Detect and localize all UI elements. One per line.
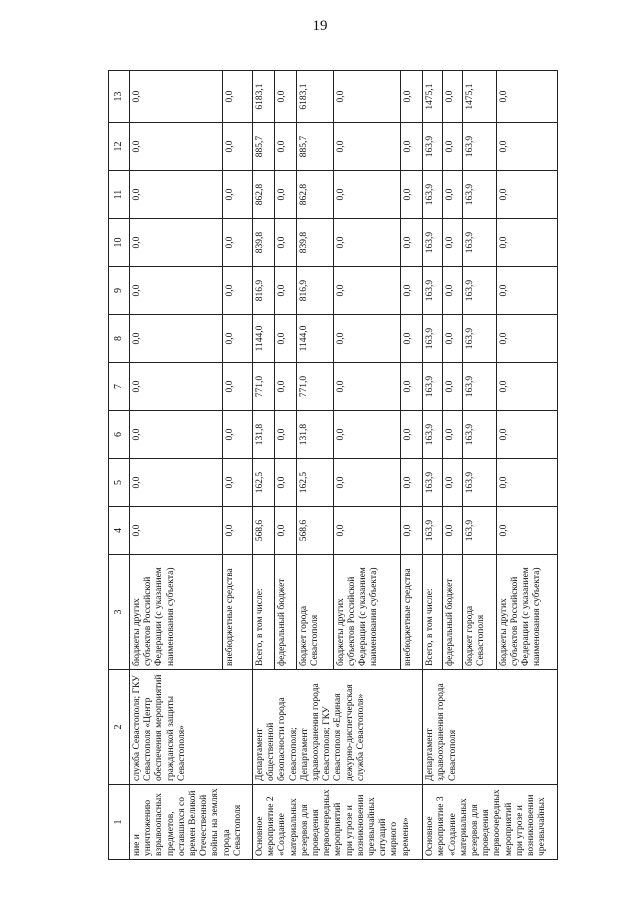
value-cell: 0,0 xyxy=(333,71,400,123)
value-cell: 0,0 xyxy=(401,267,423,315)
value-cell: 0,0 xyxy=(496,267,557,315)
value-cell: 0,0 xyxy=(130,459,223,507)
value-cell: 0,0 xyxy=(496,123,557,171)
value-cell: 816,9 xyxy=(253,267,275,315)
funding-source-cell: бюджеты других субъектов Российской Федерации (с указанием наименования субъекта) xyxy=(496,555,557,670)
value-cell: 6183,1 xyxy=(296,71,333,123)
column-header: 13 xyxy=(109,71,130,123)
value-cell: 1144,0 xyxy=(296,315,333,363)
value-cell: 0,0 xyxy=(130,507,223,555)
value-cell: 0,0 xyxy=(222,507,252,555)
value-cell: 0,0 xyxy=(274,363,296,411)
value-cell: 0,0 xyxy=(496,315,557,363)
value-cell: 131,8 xyxy=(296,411,333,459)
value-cell: 163,9 xyxy=(423,315,443,363)
value-cell: 0,0 xyxy=(222,219,252,267)
value-cell: 0,0 xyxy=(274,315,296,363)
rotated-table-area xyxy=(108,70,558,860)
budget-table xyxy=(108,70,558,860)
value-cell: 0,0 xyxy=(401,71,423,123)
funding-source-cell: бюджет города Севастополя xyxy=(462,555,496,670)
value-cell: 885,7 xyxy=(253,123,275,171)
value-cell: 839,8 xyxy=(253,219,275,267)
funding-source-cell: внебюджетные средства xyxy=(401,555,423,670)
column-header: 8 xyxy=(109,315,130,363)
value-cell: 0,0 xyxy=(443,219,463,267)
value-cell: 0,0 xyxy=(496,219,557,267)
value-cell: 568,6 xyxy=(296,507,333,555)
value-cell: 163,9 xyxy=(423,219,443,267)
measure-name-cell: ние и уничтожению взрывоопасных предметов, оставшихся со времен Великой Отечественной войны на землях города Севастополя xyxy=(130,785,253,860)
value-cell: 0,0 xyxy=(274,459,296,507)
measure-name-cell: Основное мероприятие 3 «Создание материальных резервов для проведения первоочередных мероприятий при угрозе и возникновении чрезвычайных xyxy=(423,785,558,860)
value-cell: 0,0 xyxy=(333,267,400,315)
column-header: 12 xyxy=(109,123,130,171)
value-cell: 0,0 xyxy=(274,71,296,123)
value-cell: 163,9 xyxy=(423,123,443,171)
funding-source-cell: Всего, в том числе: xyxy=(253,555,275,670)
column-header: 9 xyxy=(109,267,130,315)
column-header: 10 xyxy=(109,219,130,267)
value-cell: 0,0 xyxy=(130,315,223,363)
value-cell: 0,0 xyxy=(130,411,223,459)
page-number: 19 xyxy=(312,18,328,34)
funding-source-cell: внебюджетные средства xyxy=(222,555,252,670)
value-cell: 0,0 xyxy=(333,315,400,363)
column-header: 4 xyxy=(109,507,130,555)
value-cell: 1475,1 xyxy=(462,71,496,123)
funding-source-cell: бюджеты других субъектов Российской Федерации (с указанием наименования субъекта) xyxy=(130,555,223,670)
value-cell: 0,0 xyxy=(401,315,423,363)
column-header: 6 xyxy=(109,411,130,459)
value-cell: 816,9 xyxy=(296,267,333,315)
table-row xyxy=(130,71,223,860)
value-cell: 0,0 xyxy=(274,219,296,267)
funding-source-cell: бюджет города Севастополя xyxy=(296,555,333,670)
column-header: 11 xyxy=(109,171,130,219)
value-cell: 163,9 xyxy=(462,123,496,171)
value-cell: 163,9 xyxy=(462,411,496,459)
value-cell: 0,0 xyxy=(443,171,463,219)
value-cell: 162,5 xyxy=(296,459,333,507)
value-cell: 0,0 xyxy=(443,411,463,459)
value-cell: 0,0 xyxy=(443,315,463,363)
value-cell: 0,0 xyxy=(130,219,223,267)
value-cell: 862,8 xyxy=(253,171,275,219)
value-cell: 0,0 xyxy=(333,459,400,507)
value-cell: 0,0 xyxy=(222,123,252,171)
value-cell: 0,0 xyxy=(222,267,252,315)
value-cell: 0,0 xyxy=(496,411,557,459)
value-cell: 568,6 xyxy=(253,507,275,555)
column-header: 7 xyxy=(109,363,130,411)
value-cell: 0,0 xyxy=(274,171,296,219)
value-cell: 771,0 xyxy=(253,363,275,411)
funding-source-cell: Всего, в том числе: xyxy=(423,555,443,670)
value-cell: 0,0 xyxy=(274,123,296,171)
value-cell: 0,0 xyxy=(496,507,557,555)
value-cell: 6183,1 xyxy=(253,71,275,123)
value-cell: 0,0 xyxy=(496,171,557,219)
column-header: 1 xyxy=(109,785,130,860)
value-cell: 0,0 xyxy=(333,507,400,555)
value-cell: 0,0 xyxy=(401,219,423,267)
value-cell: 0,0 xyxy=(333,171,400,219)
column-header: 5 xyxy=(109,459,130,507)
value-cell: 0,0 xyxy=(333,219,400,267)
value-cell: 885,7 xyxy=(296,123,333,171)
value-cell: 839,8 xyxy=(296,219,333,267)
value-cell: 0,0 xyxy=(443,507,463,555)
value-cell: 0,0 xyxy=(401,123,423,171)
value-cell: 771,0 xyxy=(296,363,333,411)
value-cell: 163,9 xyxy=(423,411,443,459)
value-cell: 1475,1 xyxy=(423,71,443,123)
value-cell: 0,0 xyxy=(130,171,223,219)
table-body xyxy=(130,71,558,860)
value-cell: 163,9 xyxy=(462,171,496,219)
value-cell: 163,9 xyxy=(462,267,496,315)
value-cell: 0,0 xyxy=(130,71,223,123)
value-cell: 0,0 xyxy=(496,71,557,123)
value-cell: 0,0 xyxy=(222,171,252,219)
value-cell: 0,0 xyxy=(443,71,463,123)
value-cell: 162,5 xyxy=(253,459,275,507)
column-header: 2 xyxy=(109,670,130,785)
value-cell: 0,0 xyxy=(401,507,423,555)
table-row xyxy=(253,71,275,860)
executor-cell: Департамент общественной безопасности города Севастополя; Департамент здравоохранения города Севастополя; ГКУ Севастополя «Единая дежурно-диспетчерская служба Севастополя» xyxy=(253,670,423,785)
value-cell: 0,0 xyxy=(401,411,423,459)
header-row xyxy=(109,71,130,860)
value-cell: 0,0 xyxy=(333,411,400,459)
value-cell: 0,0 xyxy=(130,363,223,411)
funding-source-cell: федеральный бюджет xyxy=(443,555,463,670)
value-cell: 163,9 xyxy=(423,363,443,411)
measure-name-cell: Основное мероприятие 2 «Создание материальных резервов для проведения первоочередных мероприятий при угрозе и возникновении чрезвычайных ситуаций мирного времени» xyxy=(253,785,423,860)
value-cell: 163,9 xyxy=(423,171,443,219)
funding-source-cell: федеральный бюджет xyxy=(274,555,296,670)
value-cell: 163,9 xyxy=(423,507,443,555)
value-cell: 163,9 xyxy=(462,507,496,555)
value-cell: 0,0 xyxy=(222,411,252,459)
executor-cell: Департамент здравоохранения города Севастополя xyxy=(423,670,558,785)
value-cell: 0,0 xyxy=(222,315,252,363)
value-cell: 862,8 xyxy=(296,171,333,219)
budget-table-rotated xyxy=(108,70,558,860)
value-cell: 131,8 xyxy=(253,411,275,459)
value-cell: 0,0 xyxy=(274,411,296,459)
value-cell: 163,9 xyxy=(462,315,496,363)
value-cell: 0,0 xyxy=(130,267,223,315)
table-row xyxy=(423,71,443,860)
value-cell: 0,0 xyxy=(130,123,223,171)
value-cell: 0,0 xyxy=(443,363,463,411)
value-cell: 0,0 xyxy=(496,459,557,507)
value-cell: 163,9 xyxy=(462,363,496,411)
executor-cell: служба Севастополя; ГКУ Севастополя «Центр обеспечения мероприятий гражданской защиты Севастополя» xyxy=(130,670,253,785)
value-cell: 0,0 xyxy=(333,123,400,171)
value-cell: 163,9 xyxy=(462,219,496,267)
value-cell: 163,9 xyxy=(423,267,443,315)
value-cell: 0,0 xyxy=(443,459,463,507)
value-cell: 0,0 xyxy=(496,363,557,411)
value-cell: 0,0 xyxy=(401,459,423,507)
value-cell: 163,9 xyxy=(423,459,443,507)
column-header: 3 xyxy=(109,555,130,670)
value-cell: 0,0 xyxy=(401,363,423,411)
value-cell: 0,0 xyxy=(222,71,252,123)
value-cell: 1144,0 xyxy=(253,315,275,363)
value-cell: 0,0 xyxy=(401,171,423,219)
funding-source-cell: бюджеты других субъектов Российской Федерации (с указанием наименования субъекта) xyxy=(333,555,400,670)
value-cell: 0,0 xyxy=(443,267,463,315)
value-cell: 0,0 xyxy=(274,507,296,555)
value-cell: 0,0 xyxy=(222,363,252,411)
value-cell: 0,0 xyxy=(222,459,252,507)
value-cell: 0,0 xyxy=(333,363,400,411)
value-cell: 163,9 xyxy=(462,459,496,507)
value-cell: 0,0 xyxy=(274,267,296,315)
value-cell: 0,0 xyxy=(443,123,463,171)
